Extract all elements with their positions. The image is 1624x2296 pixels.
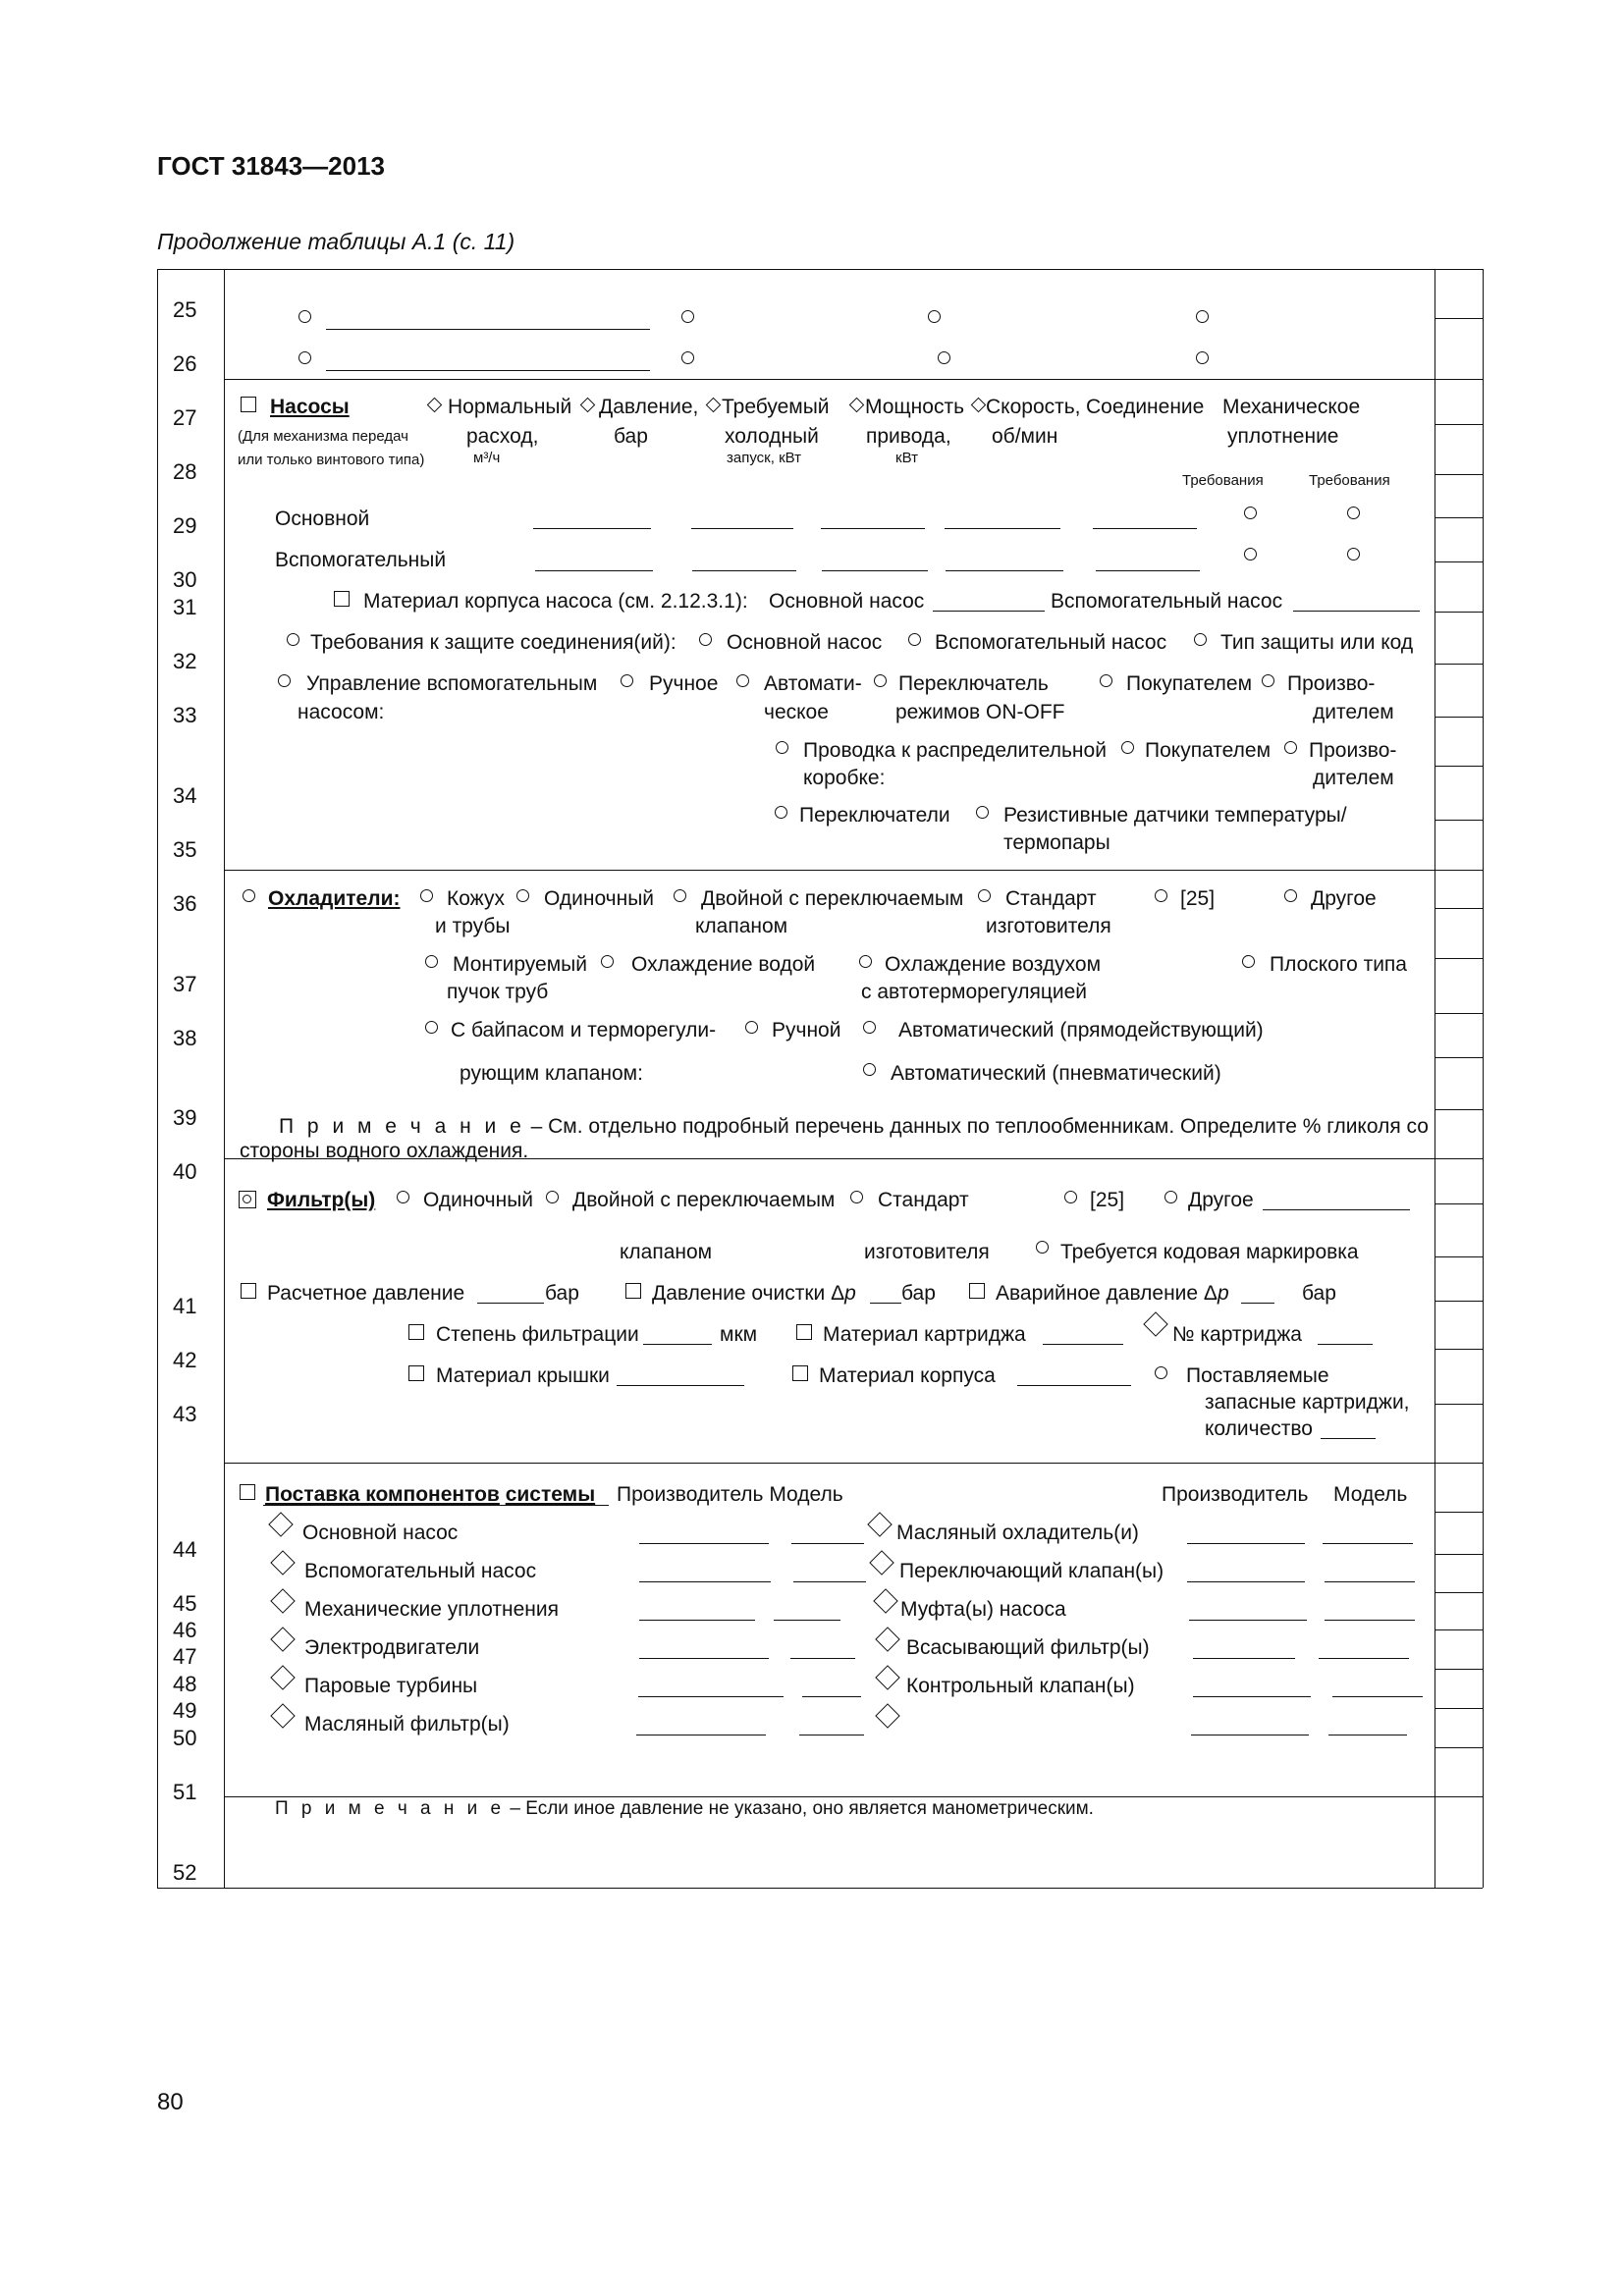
component-label: Вспомогательный насос <box>304 1560 537 1582</box>
diamond-icon <box>849 398 865 413</box>
column-header: Нормальный <box>448 396 572 418</box>
checkbox[interactable] <box>334 591 350 607</box>
title-part: Поставка компонентов <box>265 1483 500 1506</box>
column-header: м³/ч <box>473 450 501 466</box>
blank-line[interactable] <box>933 611 1045 612</box>
diamond-icon <box>270 1665 295 1689</box>
row-number: 33 <box>173 703 197 727</box>
blank-line[interactable] <box>617 1385 744 1386</box>
option-label: [25] <box>1180 887 1216 910</box>
blank-line[interactable] <box>1293 611 1420 612</box>
unit-label: мкм <box>720 1323 758 1346</box>
field-label: Степень фильтрации <box>436 1323 639 1346</box>
column-header: расход, <box>466 425 539 448</box>
column-header: Модель <box>1333 1483 1408 1506</box>
option-label: количество <box>1205 1417 1313 1440</box>
radio-option[interactable] <box>681 310 694 323</box>
p-symbol: р <box>844 1282 856 1305</box>
radio-option[interactable] <box>1242 955 1255 968</box>
radio-option[interactable] <box>1064 1191 1077 1203</box>
field-label: Материал корпуса <box>819 1364 996 1387</box>
row-number: 45 <box>173 1591 197 1616</box>
option-label: Монтируемый <box>453 953 588 976</box>
row-number: 47 <box>173 1644 197 1669</box>
blank-line[interactable] <box>1189 1620 1307 1621</box>
component-label: Муфта(ы) насоса <box>900 1598 1066 1621</box>
option-label: Произво- <box>1287 672 1376 695</box>
radio-option[interactable] <box>1196 351 1209 364</box>
note-word: П р и м е ч а н и е <box>275 1798 506 1819</box>
option-label: Произво- <box>1309 739 1397 762</box>
blank-line[interactable] <box>1017 1385 1131 1386</box>
option-label: рующим клапаном: <box>460 1062 643 1085</box>
diamond-icon <box>875 1665 899 1689</box>
blank-line[interactable] <box>692 570 796 571</box>
column-header: холодный <box>725 425 819 448</box>
column-header: Соединение <box>1086 396 1205 418</box>
diamond-icon <box>875 1627 899 1651</box>
column-header: уплотнение <box>1227 425 1339 448</box>
note-text: – См. отдельно подробный перечень данных по теплообменникам. Определите % гликоля со <box>524 1115 1429 1138</box>
blank-line[interactable] <box>802 1696 861 1697</box>
column-header: Давление, <box>599 396 699 418</box>
blank-line[interactable] <box>1325 1581 1415 1582</box>
option-label: Плоского типа <box>1270 953 1407 976</box>
column-header: кВт <box>895 450 918 466</box>
component-label: Электродвигатели <box>304 1636 480 1659</box>
radio-option[interactable] <box>1262 674 1274 687</box>
coolers-title: Охладители: <box>268 887 401 910</box>
radio-option[interactable] <box>601 955 614 968</box>
column-header: об/мин <box>992 425 1058 448</box>
radio-option[interactable] <box>863 1021 876 1034</box>
option-label: и трубы <box>435 915 511 937</box>
row-number: 37 <box>173 972 197 996</box>
option-label: Поставляемые <box>1186 1364 1329 1387</box>
column-header: Мощность <box>865 396 965 418</box>
row-number: 29 <box>173 513 197 538</box>
field-label: № картриджа <box>1172 1323 1302 1346</box>
radio-option[interactable] <box>908 633 921 646</box>
radio-option[interactable] <box>928 310 941 323</box>
diamond-icon <box>1143 1311 1167 1336</box>
column-header: привода, <box>866 425 951 448</box>
column-header: бар <box>614 425 648 448</box>
option-label: С байпасом и терморегули- <box>451 1019 717 1041</box>
diamond-icon <box>268 1512 293 1536</box>
radio-option[interactable] <box>1244 548 1257 561</box>
row-number: 28 <box>173 459 197 484</box>
diamond-icon <box>270 1703 295 1728</box>
checkbox[interactable] <box>969 1283 985 1299</box>
pumps-note: (Для механизма передач <box>238 428 408 445</box>
blank-line[interactable] <box>691 528 793 529</box>
radio-option[interactable] <box>397 1191 409 1203</box>
option-label: Автоматический (пневматический) <box>891 1062 1221 1085</box>
blank-line[interactable] <box>774 1620 840 1621</box>
option-label: коробке: <box>803 767 886 789</box>
option-label: Автомати- <box>764 672 862 695</box>
document-header: ГОСТ 31843—2013 <box>157 151 385 181</box>
option-label: Одиночный <box>423 1189 534 1211</box>
coolers-note-line2: стороны водного охлаждения. <box>240 1140 529 1162</box>
field-label <box>652 1283 856 1304</box>
diamond-icon <box>270 1550 295 1575</box>
blank-line[interactable] <box>1318 1344 1373 1345</box>
radio-option[interactable] <box>420 889 433 902</box>
radio-option[interactable] <box>287 633 299 646</box>
unit-label: бар <box>545 1282 579 1305</box>
components-note <box>275 1799 1094 1818</box>
option-label: Двойной с переключаемым <box>572 1189 836 1211</box>
radio-option[interactable] <box>1196 310 1209 323</box>
radio-option[interactable] <box>938 351 950 364</box>
row-number: 30 <box>173 567 197 592</box>
radio-option[interactable] <box>1284 889 1297 902</box>
row-number: 26 <box>173 351 197 376</box>
option-label: Другое <box>1188 1189 1254 1211</box>
unit-label: бар <box>901 1282 936 1305</box>
radio-option[interactable] <box>1244 507 1257 519</box>
option-label: Ручной <box>772 1019 841 1041</box>
blank-line[interactable] <box>1187 1543 1305 1544</box>
note-word: П р и м е ч а н и е <box>279 1115 525 1138</box>
blank-line[interactable] <box>477 1303 544 1304</box>
radio-option[interactable] <box>1155 889 1167 902</box>
option-label: Проводка к распределительной <box>803 739 1107 762</box>
row-number: 52 <box>173 1860 197 1885</box>
blank-line[interactable] <box>1241 1303 1274 1304</box>
blank-line[interactable] <box>1319 1658 1409 1659</box>
p-symbol: р <box>1217 1282 1229 1305</box>
radio-option[interactable] <box>1100 674 1112 687</box>
radio-option[interactable] <box>1121 741 1134 754</box>
diamond-icon <box>873 1588 897 1613</box>
row-number: 31 <box>173 595 197 619</box>
row-number: 36 <box>173 891 197 916</box>
blank-line[interactable] <box>791 1543 864 1544</box>
radio-option[interactable] <box>1347 548 1360 561</box>
blank-line[interactable] <box>946 570 1063 571</box>
blank-line[interactable] <box>790 1658 855 1659</box>
diamond-icon <box>875 1703 899 1728</box>
row-number: 35 <box>173 837 197 862</box>
field-label: Требования к защите соединения(ий): <box>310 631 677 654</box>
row-number: 46 <box>173 1618 197 1642</box>
option-label: Покупателем <box>1145 739 1272 762</box>
pumps-title: Насосы <box>270 396 350 418</box>
blank-line[interactable] <box>1263 1209 1410 1210</box>
row-number: 40 <box>173 1159 197 1184</box>
radio-option[interactable] <box>699 633 712 646</box>
blank-line[interactable] <box>639 1581 771 1582</box>
row-number: 34 <box>173 783 197 808</box>
option-label: Переключатель <box>898 672 1049 695</box>
radio-option[interactable] <box>1036 1241 1049 1254</box>
diamond-icon <box>580 398 596 413</box>
blank-line[interactable] <box>639 1620 755 1621</box>
option-label: Ручное <box>649 672 719 695</box>
blank-line[interactable] <box>639 1543 769 1544</box>
component-label: Контрольный клапан(ы) <box>906 1675 1135 1697</box>
option-label: Основной насос <box>727 631 883 654</box>
field-label: насосом: <box>298 701 385 723</box>
component-label: Масляный охладитель(и) <box>896 1522 1139 1544</box>
blank-line[interactable] <box>326 329 650 330</box>
component-label: Масляный фильтр(ы) <box>304 1713 510 1735</box>
pumps-checkbox[interactable] <box>241 397 256 412</box>
option-label: с автотерморегуляцией <box>861 981 1088 1003</box>
diamond-icon <box>706 398 722 413</box>
component-label: Переключающий клапан(ы) <box>899 1560 1164 1582</box>
option-label: ческое <box>764 701 829 723</box>
radio-option[interactable] <box>863 1063 876 1076</box>
radio-option[interactable] <box>776 741 788 754</box>
option-label: Резистивные датчики температуры/ <box>1003 804 1347 827</box>
diamond-icon <box>270 1627 295 1651</box>
radio-option[interactable] <box>1155 1366 1167 1379</box>
row-label: Основной <box>275 507 370 530</box>
radio-option[interactable] <box>976 806 989 819</box>
radio-option[interactable] <box>243 889 255 902</box>
blank-line[interactable] <box>639 1658 769 1659</box>
row-number: 43 <box>173 1402 197 1426</box>
blank-line[interactable] <box>1332 1696 1423 1697</box>
column-header: Требуемый <box>722 396 830 418</box>
field-label: Основной насос <box>769 590 925 613</box>
diamond-icon <box>867 1512 892 1536</box>
blank-line[interactable] <box>1321 1438 1376 1439</box>
column-header: запуск, кВт <box>727 450 802 466</box>
checkbox[interactable] <box>408 1365 424 1381</box>
component-label: Основной насос <box>302 1522 459 1544</box>
option-label: изготовителя <box>864 1241 990 1263</box>
blank-line[interactable] <box>945 528 1060 529</box>
title-underline <box>263 1505 609 1506</box>
option-label: Двойной с переключаемым <box>701 887 964 910</box>
blank-line[interactable] <box>643 1344 712 1345</box>
row-number: 51 <box>173 1780 197 1804</box>
option-label: термопары <box>1003 831 1110 854</box>
blank-line[interactable] <box>1187 1581 1305 1582</box>
row-number: 27 <box>173 405 197 430</box>
blank-line[interactable] <box>1043 1344 1123 1345</box>
radio-option[interactable] <box>546 1191 559 1203</box>
diamond-icon <box>869 1550 893 1575</box>
table-continuation-caption: Продолжение таблицы А.1 (с. 11) <box>157 229 515 254</box>
note-text: – Если иное давление не указано, оно является манометрическим. <box>505 1798 1094 1819</box>
field-label <box>996 1283 1229 1304</box>
field-label: Вспомогательный насос <box>1051 590 1283 613</box>
blank-line[interactable] <box>535 570 653 571</box>
diamond-icon <box>270 1588 295 1613</box>
option-label: Охлаждение воздухом <box>885 953 1102 976</box>
option-label: [25] <box>1090 1189 1125 1211</box>
title-part: системы <box>505 1483 596 1506</box>
row-number: 48 <box>173 1672 197 1696</box>
label-text: Аварийное давление Δ <box>996 1282 1218 1305</box>
field-label: Расчетное давление <box>267 1282 465 1305</box>
row-number: 39 <box>173 1105 197 1130</box>
diamond-icon <box>971 398 987 413</box>
radio-option[interactable] <box>1194 633 1207 646</box>
blank-line[interactable] <box>638 1696 784 1697</box>
radio-option[interactable] <box>425 955 438 968</box>
blank-line[interactable] <box>1193 1658 1295 1659</box>
option-label: Кожух <box>447 887 505 910</box>
option-label: Тип защиты или код <box>1220 631 1414 654</box>
option-label: Покупателем <box>1126 672 1253 695</box>
checkbox[interactable] <box>240 1484 255 1500</box>
option-label: запасные картриджи, <box>1205 1391 1410 1414</box>
row-number: 38 <box>173 1026 197 1050</box>
component-label: Паровые турбины <box>304 1675 478 1697</box>
option-label: дителем <box>1313 701 1394 723</box>
option-label: Стандарт <box>878 1189 969 1211</box>
radio-option[interactable] <box>859 955 872 968</box>
option-label: Стандарт <box>1005 887 1097 910</box>
radio-option[interactable] <box>850 1191 863 1203</box>
column-header: Скорость, <box>986 396 1081 418</box>
blank-line[interactable] <box>533 528 651 529</box>
filters-checkbox[interactable] <box>239 1191 256 1208</box>
checkbox[interactable] <box>796 1324 812 1340</box>
row-number: 41 <box>173 1294 197 1318</box>
blank-line[interactable] <box>870 1303 901 1304</box>
column-subheader: Требования <box>1182 472 1264 489</box>
option-label: Вспомогательный насос <box>935 631 1167 654</box>
row-number: 50 <box>173 1726 197 1750</box>
option-label: режимов ON-OFF <box>895 701 1065 723</box>
option-label: клапаном <box>620 1241 713 1263</box>
checkbox[interactable] <box>241 1283 256 1299</box>
page-number: 80 <box>157 2089 184 2115</box>
field-label: Материал картриджа <box>823 1323 1026 1346</box>
radio-option[interactable] <box>1347 507 1360 519</box>
blank-line[interactable] <box>793 1581 866 1582</box>
radio-option[interactable] <box>978 889 991 902</box>
pumps-note: или только винтового типа) <box>238 452 425 468</box>
option-label: дителем <box>1313 767 1394 789</box>
radio-option[interactable] <box>674 889 686 902</box>
row-number: 44 <box>173 1537 197 1562</box>
radio-option[interactable] <box>874 674 887 687</box>
option-label: изготовителя <box>986 915 1111 937</box>
unit-label: бар <box>1302 1282 1336 1305</box>
option-label: Одиночный <box>544 887 655 910</box>
blank-line[interactable] <box>821 528 925 529</box>
checkbox[interactable] <box>625 1283 641 1299</box>
checkbox[interactable] <box>792 1365 808 1381</box>
blank-line[interactable] <box>1323 1543 1413 1544</box>
radio-option[interactable] <box>681 351 694 364</box>
label-text: Давление очистки Δ <box>652 1282 845 1305</box>
row-number: 49 <box>173 1698 197 1723</box>
option-label: Другое <box>1311 887 1377 910</box>
radio-option[interactable] <box>1164 1191 1177 1203</box>
row-number: 42 <box>173 1348 197 1372</box>
radio-option[interactable] <box>1284 741 1297 754</box>
blank-line[interactable] <box>1096 570 1200 571</box>
radio-option[interactable] <box>736 674 749 687</box>
option-label: клапаном <box>695 915 788 937</box>
column-header: Производитель Модель <box>617 1483 843 1506</box>
option-label: Требуется кодовая маркировка <box>1060 1241 1359 1263</box>
components-title <box>265 1484 595 1505</box>
component-label: Всасывающий фильтр(ы) <box>906 1636 1150 1659</box>
component-label: Механические уплотнения <box>304 1598 559 1621</box>
field-label: Материал крышки <box>436 1364 610 1387</box>
checkbox[interactable] <box>408 1324 424 1340</box>
radio-option[interactable] <box>621 674 633 687</box>
radio-option[interactable] <box>425 1021 438 1034</box>
radio-option[interactable] <box>298 351 311 364</box>
row-number: 25 <box>173 297 197 322</box>
row-number: 32 <box>173 649 197 673</box>
radio-option[interactable] <box>775 806 787 819</box>
filters-title: Фильтр(ы) <box>267 1189 376 1211</box>
radio-option[interactable] <box>516 889 529 902</box>
radio-option[interactable] <box>745 1021 758 1034</box>
option-label: Переключатели <box>799 804 950 827</box>
blank-line[interactable] <box>326 370 650 371</box>
option-label: Охлаждение водой <box>631 953 816 976</box>
column-header: Производитель <box>1162 1483 1309 1506</box>
row-label: Вспомогательный <box>275 549 447 571</box>
field-label: Материал корпуса насоса (см. 2.12.3.1): <box>363 590 748 613</box>
option-label: пучок труб <box>447 981 549 1003</box>
column-subheader: Требования <box>1309 472 1390 489</box>
field-label: Управление вспомогательным <box>306 672 598 695</box>
radio-option[interactable] <box>298 310 311 323</box>
coolers-note <box>279 1116 1429 1137</box>
diamond-icon <box>427 398 443 413</box>
radio-option[interactable] <box>278 674 291 687</box>
blank-line[interactable] <box>822 570 928 571</box>
blank-line[interactable] <box>1325 1620 1415 1621</box>
blank-line[interactable] <box>1093 528 1197 529</box>
blank-line[interactable] <box>1193 1696 1311 1697</box>
option-label: Автоматический (прямодействующий) <box>898 1019 1264 1041</box>
column-header: Механическое <box>1222 396 1361 418</box>
